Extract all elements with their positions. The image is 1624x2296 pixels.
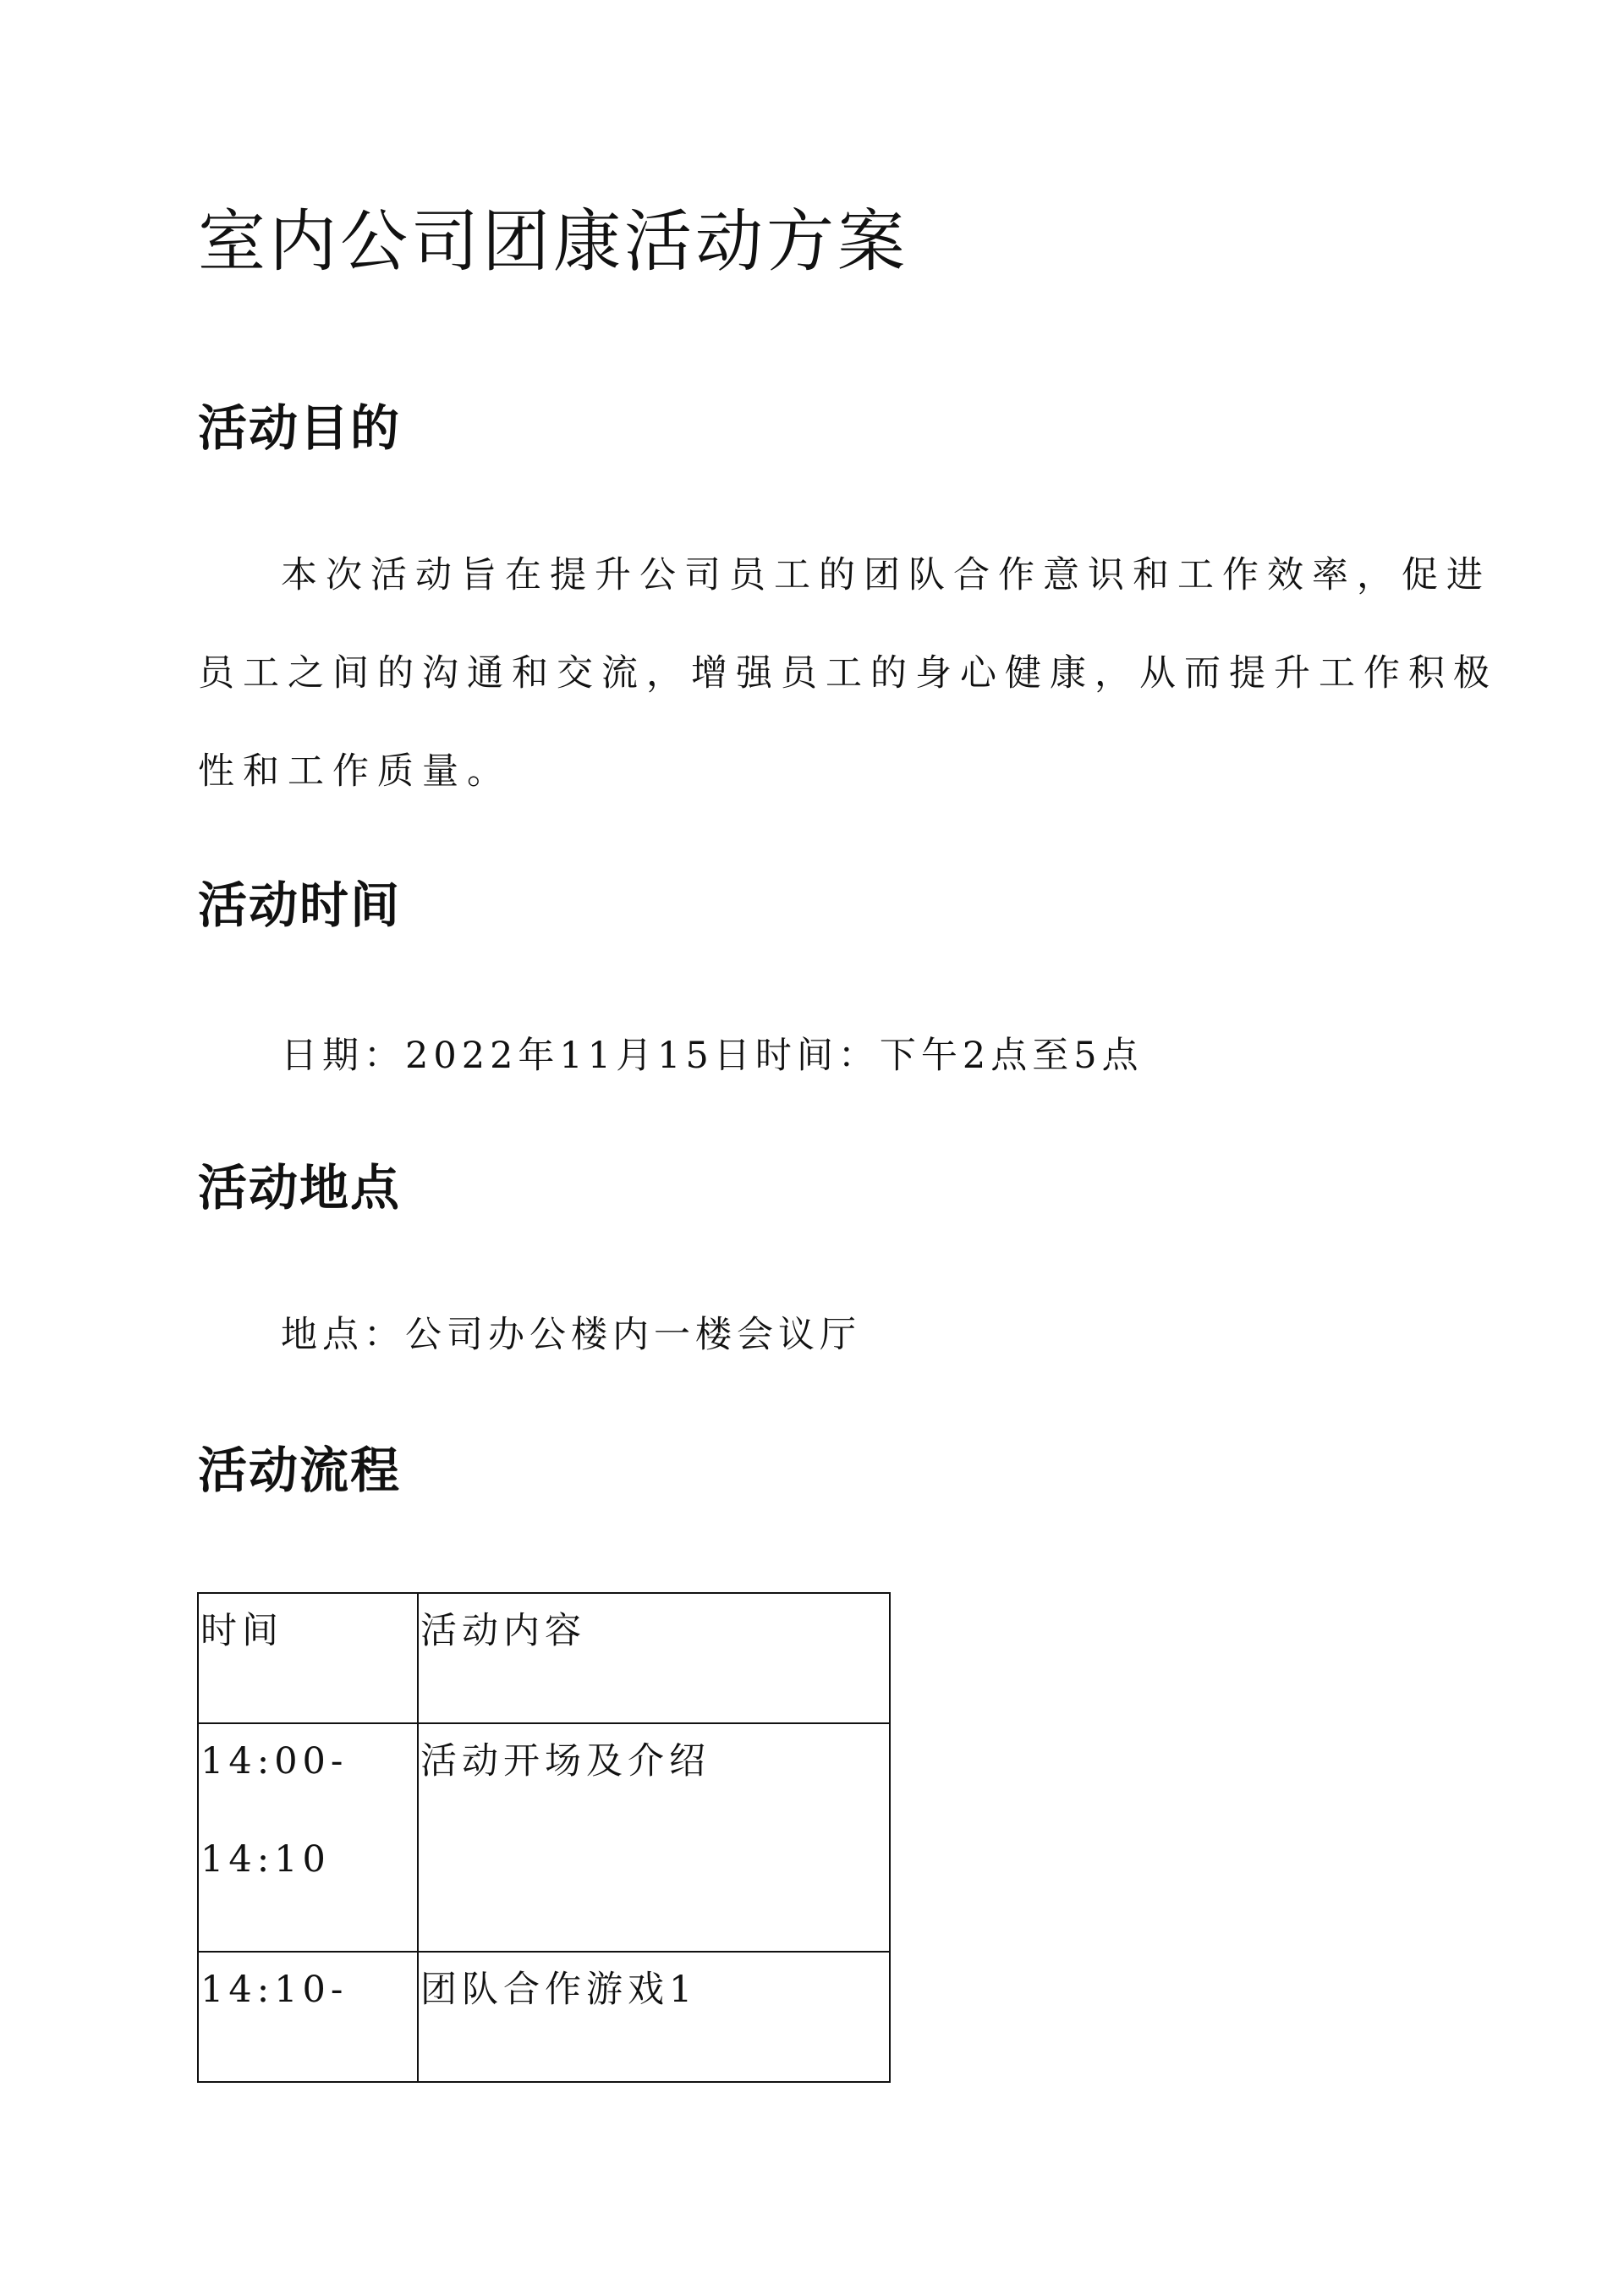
table-header-cell bbox=[418, 1593, 890, 1723]
table-cell-time bbox=[198, 1952, 418, 2082]
table-cell-content bbox=[418, 1952, 890, 2082]
section-heading-time: 活动时间 bbox=[198, 876, 402, 934]
table-cell-content bbox=[418, 1723, 890, 1952]
table-header-row bbox=[198, 1593, 890, 1723]
content-text: 活动开场及介绍 bbox=[420, 1740, 710, 1782]
section-heading-location: 活动地点 bbox=[198, 1159, 402, 1217]
time-line: 14:10- bbox=[200, 1969, 348, 2011]
section-heading-process: 活动流程 bbox=[198, 1442, 402, 1499]
document-title: 室内公司团康活动方案 bbox=[198, 202, 908, 281]
schedule-table bbox=[197, 1592, 891, 2083]
content-text: 团队合作游戏1 bbox=[420, 1969, 698, 2011]
time-line: 14:10 bbox=[200, 1838, 331, 1881]
table-row bbox=[198, 1952, 890, 2082]
header-time-label: 时间 bbox=[200, 1610, 283, 1652]
purpose-line: 员工之间的沟通和交流，增强员工的身心健康，从而提升工作积极 bbox=[198, 652, 1498, 695]
time-text: 日期：2022年11月15日时间：下午2点至5点 bbox=[281, 1035, 1144, 1077]
time-line: 14:00- bbox=[200, 1740, 348, 1782]
purpose-paragraph bbox=[198, 526, 1498, 821]
section-heading-purpose: 活动目的 bbox=[198, 399, 402, 457]
purpose-line: 本次活动旨在提升公司员工的团队合作意识和工作效率，促进 bbox=[281, 554, 1491, 596]
table-row bbox=[198, 1723, 890, 1952]
table-header-cell bbox=[198, 1593, 418, 1723]
location-text: 地点：公司办公楼内一楼会议厅 bbox=[281, 1314, 861, 1356]
header-content-label: 活动内容 bbox=[420, 1610, 586, 1652]
table-cell-time bbox=[198, 1723, 418, 1952]
purpose-line: 性和工作质量。 bbox=[198, 750, 512, 793]
